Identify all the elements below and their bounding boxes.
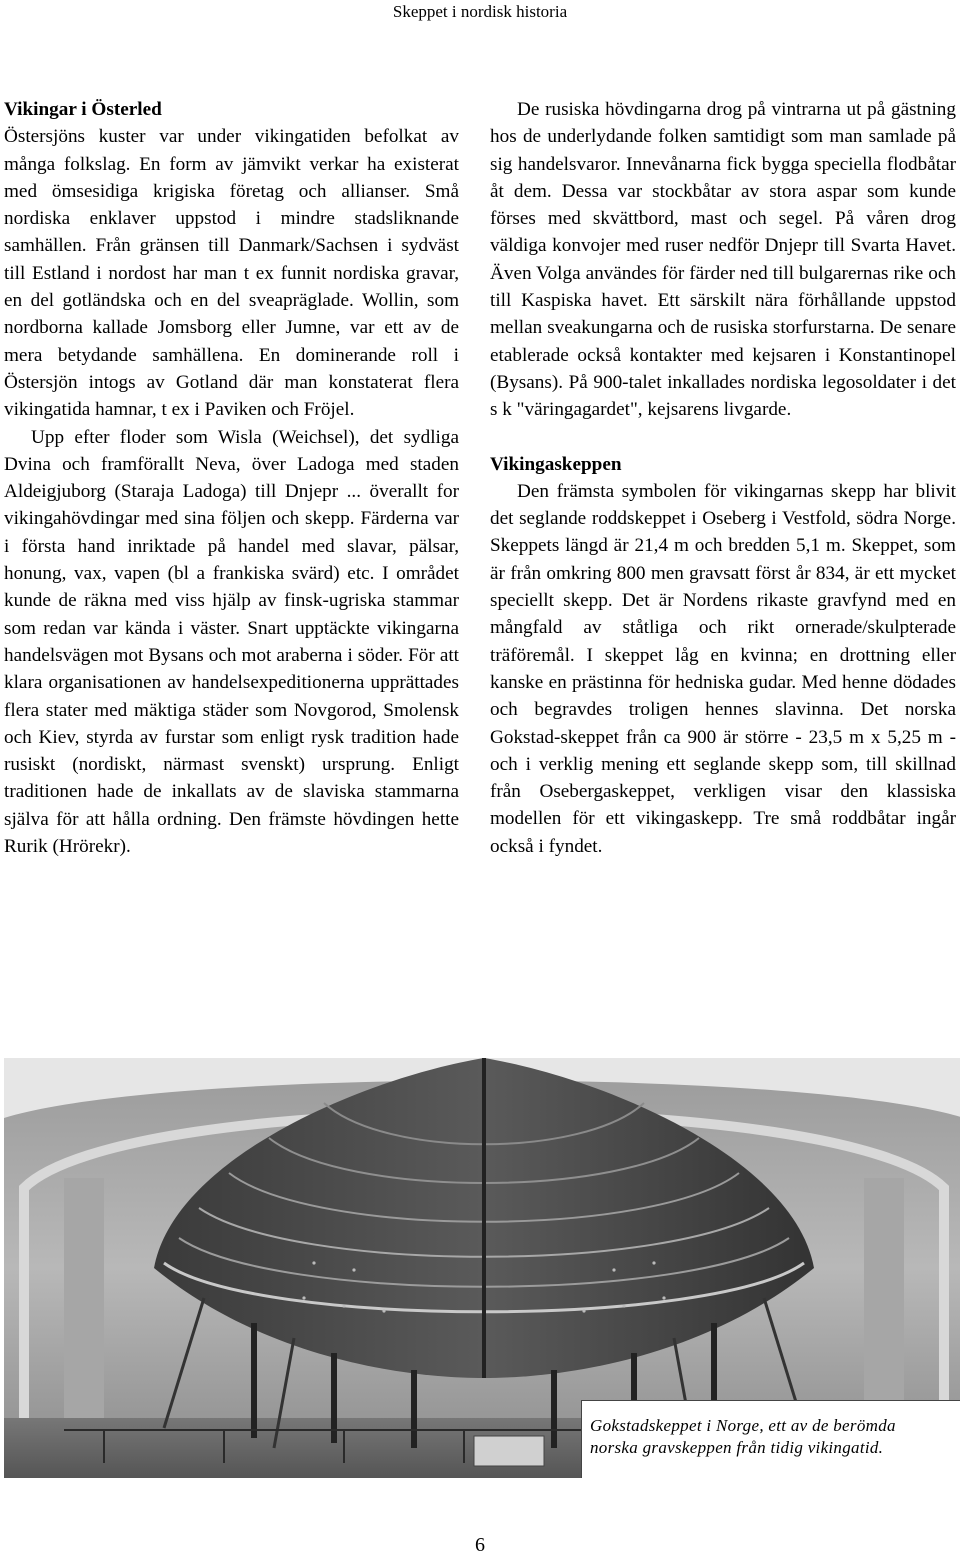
body-paragraph: De rusiska hövdingarna drog på vintrarna ut på gästning hos de underlydande folken samtidigt som man samlade på sig handelsvaror. Innevånarna fick bygga speciella flodbåtar åt dem. Dessa var stockbåtar av stora aspar som kunde förses med skvättbord, mast och segel. På våren drog väldiga konvojer med ruser nedför Dnjepr till Svarta Havet. Även Volga användes för färder ned till bulgarernas rike och till Kaspiska havet. Ett särskilt nära förhållande uppstod mellan sveakungarna och de rusiska storfurstarna. De senare etablerade också kontakter med kejsaren i Konstantinopel (Bysans). På 900-talet inkallades nordiska legosoldater i det s k "väringagardet", kejsarens livgarde.	[490, 99, 956, 421]
section-heading-vikingaskeppen: Vikingaskeppen	[490, 453, 622, 475]
figure-caption-line-2: norska gravskeppen från tidig vikingatid.	[590, 1438, 884, 1457]
body-paragraph: Östersjöns kuster var under vikingatiden befolkat av många folkslag. En form av jämvikt verkar ha existerat med ömsesidiga krigiska företag och allianser. Små nordiska enklaver uppstod i mindre stadsliknande samhällen. Från gränsen till Danmark/Sachsen i sydväst till Estland i nordost har man t ex funnit nordiska gravar, en del gotländska och en del sveapräglade. Wollin, som nordborna kallade Jomsborg eller Jumne, var ett av de mera betydande samhällena. En dominerande roll i Östersjön intogs av Gotland där man konstaterat flera vikingatida hamnar, t ex i Paviken och Fröjel.	[4, 126, 459, 421]
body-paragraph: Upp efter floder som Wisla (Weichsel), det sydliga Dvina och framförallt Neva, över Ladoga med staden Aldeigjuborg (Staraja Ladoga) till Dnjepr ... överallt for vikingahövdingar med sina följen och skepp. Färderna var i första hand inriktade på handel med slavar, pälsar, honung, vax, vapen (bl a frankiska svärd) etc. I området kunde de räkna med viss hjälp av finsk-ugriska stammar som redan var kända i väster. Snart upptäckte vikingarna handelsvägen mot Bysans och mot araberna i söder. För att klara organisationen av handelsexpeditionerna upprättades flera stater med mäktiga städer som Novgorod, Smolensk och Kiev, styrda av furstar som enligt rysk tradition hade rusiskt (nordiskt, närmast svenskt) ursprung. Enligt traditionen hade de inkallats av de slaviska stammarna själva för att hålla ordning. Den främste hövdingen hette Rurik (Hrörekr).	[4, 426, 459, 858]
running-head: Skeppet i nordisk historia	[392, 2, 568, 21]
page-number: 6	[475, 1534, 485, 1556]
right-column	[490, 96, 956, 860]
section-heading-vikingar-i-osterled: Vikingar i Österled	[4, 99, 162, 120]
figure-caption-line-1: Gokstadskeppet i Norge, ett av de berömda	[590, 1416, 896, 1435]
body-paragraph: Den främsta symbolen för vikingarnas skepp har blivit det seglande roddskeppet i Oseberg i Vestfold, södra Norge. Skeppets längd är 21,4 m och bredden 5,1 m. Skeppet, som är från omkring 800 men gravsatt först år 834, är ett mycket speciellt skepp. Det är Nordens rikaste gravfynd med en mångfald av ståtliga och rikt ornerade/skulpterade träföremål. I skeppet låg en kvinna; en drottning eller kanske en prästinna för hedniska gudar. Med henne dödades och begravdes troligen hennes slavinna. Det norska Gokstad-skeppet från ca 900 är större - 23,5 m x 5,25 m - och i verklig mening ett seglande skepp som, till skillnad från Osebergaskeppet, verkligen visar den klassiska modellen för ett vikingaskepp. Tre små roddbåtar ingår också i fyndet.	[490, 480, 956, 857]
figure-caption-box	[581, 1400, 960, 1478]
left-column	[4, 96, 459, 860]
